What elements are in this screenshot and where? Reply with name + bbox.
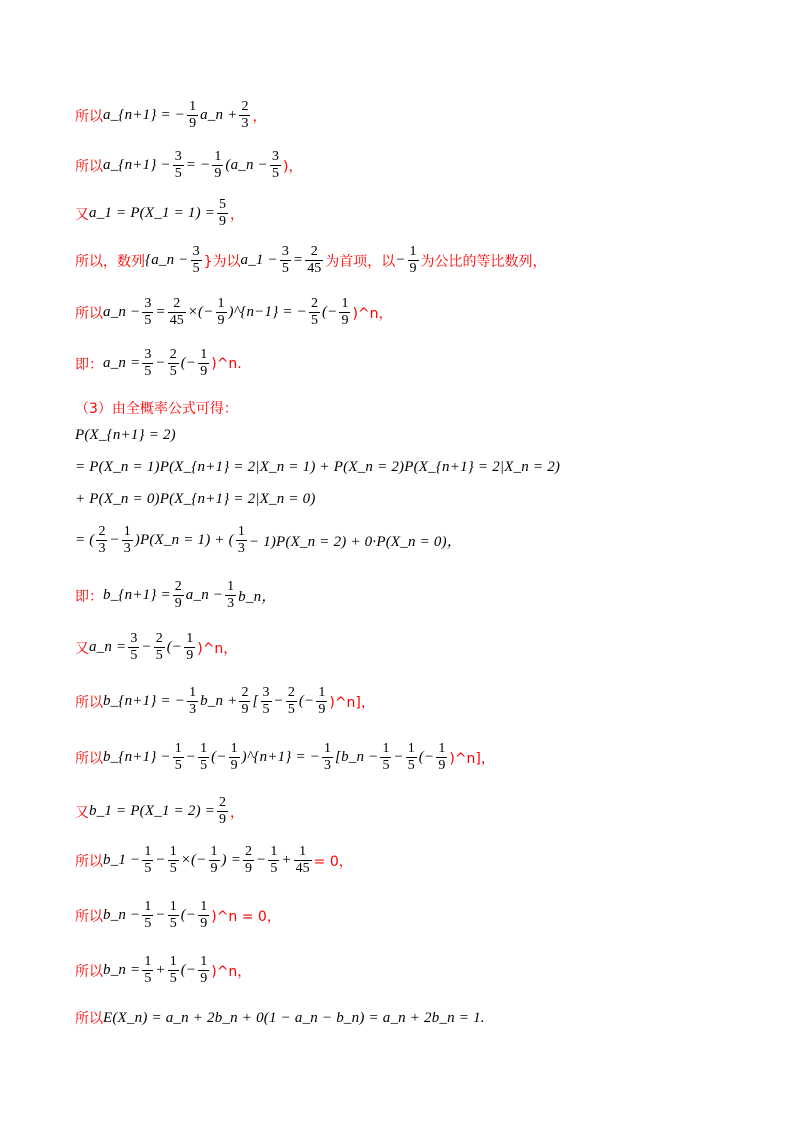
- numerator: 1: [169, 899, 177, 914]
- fraction: [305, 245, 323, 276]
- fraction: [198, 742, 209, 773]
- punct: )^n，: [197, 640, 238, 657]
- math: a_{n+1} = −: [103, 107, 186, 123]
- math: ) =: [221, 852, 242, 868]
- line-3: [75, 198, 760, 229]
- math: −: [273, 693, 284, 709]
- numerator: 3: [144, 296, 152, 311]
- math: (−: [166, 639, 183, 655]
- math: b_1 = P(X_1 = 2) =: [89, 803, 216, 819]
- line-18: [75, 900, 760, 931]
- math: P(X_{n+1} = 2): [75, 427, 176, 443]
- fraction: [96, 525, 107, 556]
- denominator: 9: [186, 648, 194, 663]
- numerator: 1: [200, 347, 208, 362]
- math: )^{n+1} = −: [241, 749, 321, 765]
- math: [: [252, 693, 259, 709]
- denominator: 9: [219, 214, 227, 229]
- line-9: [75, 459, 760, 476]
- denominator: 5: [174, 758, 182, 773]
- fraction: [229, 742, 240, 773]
- denominator: 45: [295, 861, 310, 876]
- denominator: 9: [200, 971, 208, 986]
- line-6: [75, 348, 760, 379]
- numerator: 2: [310, 296, 318, 311]
- denominator: 9: [189, 116, 197, 131]
- punct: ，: [252, 108, 267, 125]
- denominator: 5: [262, 702, 270, 717]
- math: −: [155, 355, 166, 371]
- numerator: 1: [169, 954, 177, 969]
- fraction: [239, 100, 250, 131]
- line-16: [75, 796, 760, 827]
- math: −: [395, 252, 406, 268]
- line-12: [75, 580, 760, 611]
- denominator: 5: [169, 971, 177, 986]
- line-8: [75, 427, 760, 444]
- math: E(X_n) = a_n + 2b_n + 0(1 − a_n − b_n) = a_n + 2b_n = 1.: [103, 1009, 485, 1026]
- numerator: 3: [130, 631, 138, 646]
- punct: = 0，: [313, 853, 353, 870]
- fraction: [212, 150, 223, 181]
- math: )P(X_n = 1) + (: [134, 532, 234, 548]
- numerator: 1: [200, 899, 208, 914]
- denominator: 5: [169, 861, 177, 876]
- fraction: [239, 686, 250, 717]
- numerator: 1: [186, 631, 194, 646]
- text: 又: [75, 206, 89, 223]
- denominator: 9: [219, 812, 227, 827]
- math: (−: [211, 749, 227, 765]
- line-13: [75, 632, 760, 663]
- fraction: [408, 245, 419, 276]
- denominator: 5: [310, 313, 318, 328]
- fraction: [168, 845, 179, 876]
- denominator: 9: [230, 758, 238, 773]
- math: =: [292, 252, 304, 268]
- fraction: [209, 845, 220, 876]
- denominator: 5: [169, 364, 177, 379]
- fraction: [236, 525, 247, 556]
- math: (a_n −: [225, 157, 268, 173]
- line-1: [75, 100, 760, 131]
- denominator: 5: [287, 702, 295, 717]
- line-2: [75, 150, 760, 181]
- numerator: 2: [173, 296, 181, 311]
- fraction: [406, 742, 417, 773]
- numerator: 1: [214, 149, 222, 164]
- math: −: [155, 907, 166, 923]
- math: (−: [418, 749, 435, 765]
- numerator: 1: [123, 524, 131, 539]
- fraction: [294, 845, 312, 876]
- fraction: [280, 245, 291, 276]
- math: (−: [180, 355, 197, 371]
- text: 为公比的等比数列，: [420, 253, 547, 270]
- text: 为首项，以: [325, 253, 396, 270]
- denominator: 3: [98, 541, 106, 556]
- denominator: 3: [241, 116, 249, 131]
- line-14: [75, 686, 760, 717]
- text: 所以，数列: [75, 253, 145, 270]
- text: 所以: [75, 963, 103, 980]
- denominator: 45: [169, 313, 184, 328]
- fraction: [309, 297, 320, 328]
- numerator: 1: [237, 524, 245, 539]
- fraction: [142, 900, 153, 931]
- denominator: 3: [189, 702, 197, 717]
- denominator: 9: [438, 758, 446, 773]
- denominator: 5: [144, 916, 152, 931]
- numerator: 1: [382, 741, 390, 756]
- numerator: 2: [98, 524, 106, 539]
- math: b_{n+1} =: [103, 587, 171, 603]
- denominator: 5: [155, 648, 163, 663]
- numerator: 1: [341, 296, 349, 311]
- math: )^{n−1} = −: [228, 304, 307, 320]
- numerator: 1: [299, 844, 307, 859]
- fraction: [191, 245, 202, 276]
- math: = P(X_n = 1)P(X_{n+1} = 2|X_n = 1) + P(X_n = 2)P(X_{n+1} = 2|X_n = 2): [75, 459, 561, 475]
- line-17: [75, 845, 760, 876]
- denominator: 9: [241, 702, 249, 717]
- punct: )^n.: [211, 355, 242, 372]
- numerator: 1: [217, 296, 225, 311]
- fraction: [173, 580, 184, 611]
- math: a_n =: [89, 639, 127, 655]
- denominator: 5: [144, 861, 152, 876]
- numerator: 1: [174, 741, 182, 756]
- denominator: 5: [144, 364, 152, 379]
- denominator: 5: [270, 861, 278, 876]
- fraction: [225, 580, 236, 611]
- fraction: [339, 297, 350, 328]
- math: b_1 −: [103, 852, 141, 868]
- line-7: [75, 398, 760, 418]
- math: ×(−: [180, 852, 207, 868]
- math: ×(−: [187, 304, 214, 320]
- math: −: [155, 852, 166, 868]
- math: − 1)P(X_n = 2) + 0·P(X_n = 0)，: [248, 534, 462, 550]
- numerator: 2: [287, 685, 295, 700]
- denominator: 3: [227, 596, 235, 611]
- denominator: 9: [409, 261, 417, 276]
- denominator: 9: [214, 166, 222, 181]
- line-19: [75, 955, 760, 986]
- denominator: 5: [382, 758, 390, 773]
- denominator: 9: [341, 313, 349, 328]
- fraction: [168, 955, 179, 986]
- punct: )^n，: [352, 305, 393, 322]
- punct: )^n = 0，: [211, 908, 281, 925]
- fraction: [184, 632, 195, 663]
- numerator: 2: [174, 579, 182, 594]
- text: 所以: [75, 108, 103, 125]
- numerator: 2: [219, 795, 227, 810]
- numerator: 3: [281, 244, 289, 259]
- denominator: 9: [245, 861, 253, 876]
- text: 所以: [75, 1011, 103, 1027]
- fraction: [142, 348, 153, 379]
- math: (−: [180, 962, 197, 978]
- line-4: [75, 245, 760, 276]
- numerator: 1: [144, 899, 152, 914]
- math: (−: [180, 907, 197, 923]
- math: b_n +: [200, 693, 238, 709]
- numerator: 2: [241, 685, 249, 700]
- numerator: 1: [144, 844, 152, 859]
- numerator: 1: [189, 685, 197, 700]
- numerator: 1: [270, 844, 278, 859]
- numerator: 1: [200, 741, 208, 756]
- fraction: [270, 150, 281, 181]
- text: 所以: [75, 908, 103, 925]
- fraction: [154, 632, 165, 663]
- denominator: 9: [200, 364, 208, 379]
- denominator: 5: [192, 261, 200, 276]
- math: +: [155, 962, 166, 978]
- fraction: [173, 150, 184, 181]
- numerator: 2: [245, 844, 253, 859]
- denominator: 5: [281, 261, 289, 276]
- fraction: [243, 845, 254, 876]
- denominator: 5: [271, 166, 279, 181]
- fraction: [217, 198, 228, 229]
- fraction: [322, 742, 333, 773]
- numerator: 1: [409, 244, 417, 259]
- line-15: [75, 742, 760, 773]
- fraction: [142, 845, 153, 876]
- math: −: [109, 532, 120, 548]
- math: = (: [75, 532, 95, 548]
- math: a_1 = P(X_1 = 1) =: [89, 205, 216, 221]
- denominator: 5: [144, 313, 152, 328]
- fraction: [268, 845, 279, 876]
- numerator: 1: [438, 741, 446, 756]
- punct: )，: [282, 158, 303, 175]
- punct: )^n]，: [449, 750, 495, 767]
- math: (−: [298, 693, 315, 709]
- text: 所以: [75, 750, 103, 767]
- math: [b_n −: [335, 749, 379, 765]
- numerator: 1: [144, 954, 152, 969]
- fraction: [380, 742, 391, 773]
- fraction: [198, 955, 209, 986]
- numerator: 3: [271, 149, 279, 164]
- fraction: [261, 686, 272, 717]
- denominator: 5: [174, 166, 182, 181]
- numerator: 3: [192, 244, 200, 259]
- text: 又: [75, 804, 89, 821]
- line-5: [75, 297, 760, 328]
- fraction: [168, 900, 179, 931]
- numerator: 3: [144, 347, 152, 362]
- fraction: [168, 297, 186, 328]
- fraction: [122, 525, 133, 556]
- punct: ，: [230, 206, 245, 223]
- denominator: 5: [144, 971, 152, 986]
- numerator: 2: [169, 347, 177, 362]
- math: a_n +: [200, 107, 238, 123]
- denominator: 5: [169, 916, 177, 931]
- math: + P(X_n = 0)P(X_{n+1} = 2|X_n = 0): [75, 491, 316, 507]
- fraction: [128, 632, 139, 663]
- denominator: 5: [130, 648, 138, 663]
- text: 即：: [75, 356, 103, 373]
- math: −: [256, 852, 267, 868]
- fraction: [198, 900, 209, 931]
- fraction: [217, 796, 228, 827]
- numerator: 2: [310, 244, 318, 259]
- denominator: 45: [307, 261, 322, 276]
- numerator: 1: [200, 954, 208, 969]
- math: =: [155, 304, 166, 320]
- denominator: 9: [217, 313, 225, 328]
- math: a_n −: [185, 587, 224, 603]
- text: }为以: [203, 253, 241, 270]
- math: b_n −: [103, 907, 141, 923]
- numerator: 3: [174, 149, 182, 164]
- math: −: [393, 749, 404, 765]
- fraction: [198, 348, 209, 379]
- numerator: 5: [219, 197, 227, 212]
- fraction: [173, 742, 184, 773]
- math: {a_n −: [145, 252, 189, 268]
- text: 所以: [75, 694, 103, 711]
- numerator: 1: [324, 741, 332, 756]
- math: a_n =: [103, 355, 141, 371]
- numerator: 3: [262, 685, 270, 700]
- fraction: [142, 297, 153, 328]
- math: = −: [185, 157, 211, 173]
- line-11: [75, 525, 760, 556]
- punct: )^n，: [211, 963, 252, 980]
- math: −: [185, 749, 197, 765]
- math: (−: [321, 304, 338, 320]
- math: b_n，: [238, 589, 277, 605]
- text: 即：: [75, 588, 103, 605]
- denominator: 5: [407, 758, 415, 773]
- denominator: 9: [210, 861, 218, 876]
- fraction: [316, 686, 327, 717]
- fraction: [216, 297, 227, 328]
- math: +: [281, 852, 292, 868]
- numerator: 1: [189, 99, 197, 114]
- line-20: [75, 1008, 760, 1028]
- text: 所以: [75, 158, 103, 175]
- math: a_1 −: [240, 252, 278, 268]
- numerator: 1: [318, 685, 326, 700]
- denominator: 3: [324, 758, 332, 773]
- numerator: 2: [155, 631, 163, 646]
- math: b_{n+1} = −: [103, 693, 186, 709]
- denominator: 3: [123, 541, 131, 556]
- denominator: 9: [200, 916, 208, 931]
- numerator: 1: [210, 844, 218, 859]
- text: 又: [75, 640, 89, 657]
- numerator: 1: [227, 579, 235, 594]
- math: −: [141, 639, 152, 655]
- denominator: 3: [237, 541, 245, 556]
- numerator: 1: [169, 844, 177, 859]
- punct: )^n]，: [329, 694, 375, 711]
- math: b_n =: [103, 962, 141, 978]
- fraction: [286, 686, 297, 717]
- section-heading: （3）由全概率公式可得：: [75, 401, 238, 417]
- math: a_n −: [103, 304, 141, 320]
- math: a_{n+1} −: [103, 157, 171, 173]
- fraction: [436, 742, 447, 773]
- numerator: 1: [230, 741, 238, 756]
- fraction: [168, 348, 179, 379]
- fraction: [187, 686, 198, 717]
- numerator: 2: [241, 99, 249, 114]
- math: b_{n+1} −: [103, 749, 171, 765]
- fraction: [187, 100, 198, 131]
- denominator: 9: [174, 596, 182, 611]
- numerator: 1: [407, 741, 415, 756]
- punct: ，: [230, 804, 245, 821]
- denominator: 9: [318, 702, 326, 717]
- denominator: 5: [200, 758, 208, 773]
- text: 所以: [75, 305, 103, 322]
- line-10: [75, 491, 760, 508]
- text: 所以: [75, 853, 103, 870]
- fraction: [142, 955, 153, 986]
